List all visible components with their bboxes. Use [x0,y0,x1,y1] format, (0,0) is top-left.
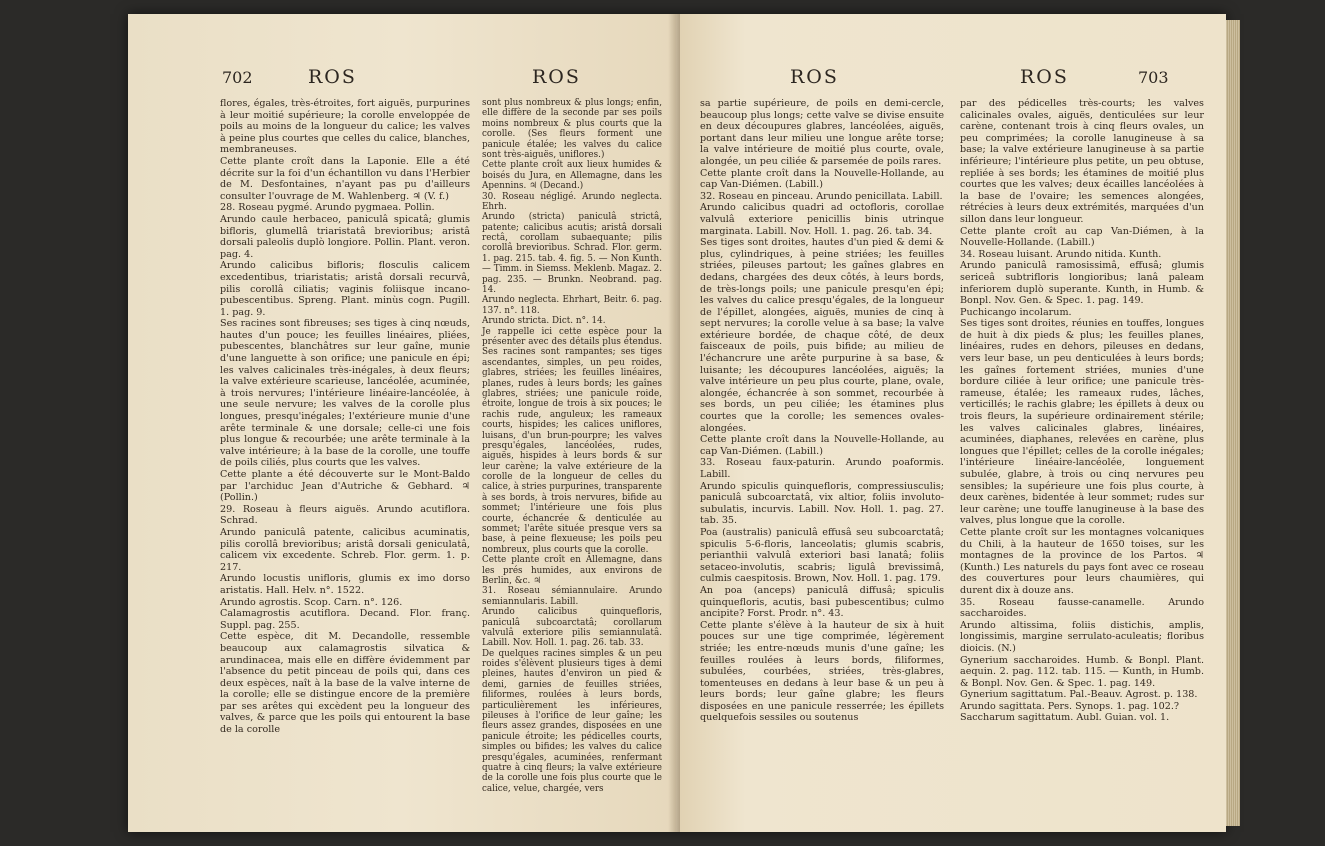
right-column-2: par des pédicelles très-courts; les valves calicinales ovales, aiguës, denticulées sur leur carène, contenant trois à cinq fleurs ovales, un peu comprimées; la corolle lanugineuse à sa base; la valve extérieure lanugineuse à sa partie inférieure; l'intérieure plus petite, un peu obtuse, repliée à ses bords; les étamines de moitié plus courtes que les valves; deux écailles lancéolées à la base de l'ovaire; les semences alongées, rétrécies à leurs deux extrémités, marquées d'un sillon dans leur longueur. Cette plante croît au cap Van-Diémen, à la Nouvelle-Hollande. (Labill.) 34. Roseau luisant. Arundo nitida. Kunth. Arundo paniculâ ramosissimâ, effusâ; glumis sericeâ subtrifloris longioribus; lanâ paleam inferiorem duplò superante. Kunth, in Humb. & Bonpl. Nov. Gen. & Spec. 1. pag. 149. Puchicango incolarum. Ses tiges sont droites, réunies en touffes, longues de huit à dix pieds & plus; les feuilles planes, linéaires, rudes en dehors, pileuses en dedans, vers leur base, un peu denticulées à leurs bords; les gaînes fortement striées, munies d'une bordure ciliée à leur orifice; une panicule très-rameuse, étalée; les rameaux rudes, lâches, verticillés; le rachis glabre; les épillets à deux ou trois fleurs, la supérieure ordinairement stérile; les valves calicinales glabres, linéaires, acuminées, diaphanes, relevées en carène, plus longues que l'épillet; celles de la corolle inégales; l'intérieure linéaire-lancéolée, longuement subulée, glabre, à trois ou cinq nervures peu sensibles; la supérieure une fois plus courte, à deux carènes, bidentée à leur sommet; rudes sur leur carène; une touffe lanugineuse à la base des valves, plus longue que la corolle. Cette plante croît sur les montagnes volcaniques du Chili, à la hauteur de 1650 toises, sur les montagnes de la province de los Partos. ♃ (Kunth.) Les naturels du pays font avec ce roseau des couvertures pour leurs chaumières, qui durent dix à douze ans. 35. Roseau fausse-canamelle. Arundo saccharoides. Arundo altissima, foliis distichis, amplis, longissimis, margine serrulato-aculeatis; floribus dioicis. (N.) Gynerium saccharoides. Humb. & Bonpl. Plant. aequin. 2. pag. 112. tab. 115. — Kunth, in Humb. & Bonpl. Nov. Gen. & Spec. 1. pag. 149. Gynerium sagittatum. Pal.-Beauv. Agrost. p. 138. Arundo sagittata. Pers. Synops. 1. pag. 102.? Saccharum sagittatum. Aubl. Guian. vol. 1. [960,98,1204,724]
left-head-word-2: ROS [532,66,581,88]
right-head-word-1: ROS [790,66,839,88]
right-page [680,14,1226,832]
right-page-number: 703 [1138,68,1169,87]
left-running-head [128,66,676,92]
right-column-1: sa partie supérieure, de poils en demi-cercle, beaucoup plus longs; cette valve se divise ensuite en deux découpures glabres, lancéolées, aiguës, portant dans leur milieu une longue arête torse; la valve intérieure de moitié plus courte, ovale, alongée, un peu ciliée & parsemée de poils rares. Cette plante croît dans la Nouvelle-Hollande, au cap Van-Diémen. (Labill.) 32. Roseau en pinceau. Arundo penicillata. Labill. Arundo calicibus quadri ad octofloris, corollae valvulâ exteriore penicillis binis utrinque marginata. Labill. Nov. Holl. 1. pag. 26. tab. 34. Ses tiges sont droites, hautes d'un pied & demi & plus, cylindriques, à peine striées; les feuilles striées, pileuses partout; les gaînes glabres en dedans, chargées des deux côtés, à leurs bords, de très-longs poils; une panicule presqu'en épi; les valves du calice presqu'égales, de la longueur de l'épillet, alongées, aiguës, munies de cinq à sept nervures; la corolle velue à sa base; la valve extérieure bordée, de chaque côté, de deux faisceaux de poils, puis bifide; au milieu de l'échancrure une arête purpurine à sa base, & luisante; les découpures lancéolées, aiguës; la valve intérieure un peu plus courte, plane, ovale, alongée, échancrée à son sommet, recourbée à ses bords, un peu ciliée; les étamines plus courtes que la corolle; les semences ovales-alongées. Cette plante croît dans la Nouvelle-Hollande, au cap Van-Diémen. (Labill.) 33. Roseau faux-paturin. Arundo poaformis. Labill. Arundo spiculis quinquefloris, compressiusculis; paniculâ subcoarctatâ, vix altior, foliis involuto-subulatis, incurvis. Labill. Nov. Holl. 1. pag. 27. tab. 35. Poa (australis) paniculâ effusâ seu subcoarctatâ; spiculis 5-6-floris, lanceolatis; glumis scabris, perianthii valvulâ exteriori basi lanatâ; foliis setaceo-involutis, scabris; ligulâ brevissimâ, culmis caespitosis. Brown, Nov. Holl. 1. pag. 179. An poa (anceps) paniculâ diffusâ; spiculis quinquefloris, acutis, basi pubescentibus; culmo ancipite? Forst. Prodr. n°. 43. Cette plante s'élève à la hauteur de six à huit pouces sur une tige comprimée, légèrement striée; les entre-nœuds munis d'une gaîne; les feuilles roulées à leurs bords, filiformes, subulées, courbées, striées, très-glabres, tomenteuses en dedans à leur base & un peu à leurs bords; leur gaîne glabre; les fleurs disposées en une panicule resserrée; les épillets quelquefois sessiles ou soutenus [700,98,944,724]
left-page-number: 702 [222,68,253,87]
right-running-head [680,66,1226,92]
left-column-1: flores, égales, très-étroites, fort aiguës, purpurines à leur moitié supérieure; la corolle enveloppée de poils au moins de la longueur du calice; les valves à peine plus courtes que celles du calice, blanches, membraneuses. Cette plante croît dans la Laponie. Elle a été décrite sur la foi d'un échantillon vu dans l'Herbier de M. Desfontaines, n'ayant pas pu d'ailleurs consulter l'ouvrage de M. Wahlenberg. ♃ (V. f.) 28. Roseau pygmé. Arundo pygmaea. Pollin. Arundo caule herbaceo, paniculâ spicatâ; glumis bifloris, glumellâ triaristatâ brevioribus; aristâ dorsali paleolis duplò longiore. Pollin. Plant. veron. pag. 4. Arundo calicibus bifloris; flosculis calicem excedentibus, triaristatis; aristâ dorsali recurvâ, pilis corollâ ciliatis; vaginis foliisque incano-pubescentibus. Spreng. Plant. minùs cogn. Pugill. 1. pag. 9. Ses racines sont fibreuses; ses tiges à cinq nœuds, hautes d'un pouce; les feuilles linéaires, pliées, pubescentes, blanchâtres sur leur gaîne, munie d'une languette à son orifice; une panicule en épi; les valves calicinales très-inégales, à deux fleurs; la valve extérieure scarieuse, lancéolée, acuminée, à trois nervures; l'intérieure linéaire-lancéolée, à une seule nervure; les valves de la corolle plus longues, presqu'inégales; l'extérieure munie d'une arête terminale & une dorsale; celle-ci une fois plus longue & recourbée; une arête terminale à la valve intérieure; à la base de la corolle, une touffe de poils ciliés, plus courts que les valves. Cette plante a été découverte sur le Mont-Baldo par l'archiduc Jean d'Autriche & Gebhard. ♃ (Pollin.) 29. Roseau à fleurs aiguës. Arundo acutiflora. Schrad. Arundo paniculâ patente, calicibus acuminatis, pilis corollâ brevioribus; aristâ dorsali geniculatâ, calicem vix excedente. Schreb. Flor. germ. 1. p. 217. Arundo locustis unifloris, glumis ex imo dorso aristatis. Hall. Helv. n°. 1522. Arundo agrostis. Scop. Carn. n°. 126. Calamagrostis acutiflora. Decand. Flor. franç. Suppl. pag. 255. Cette espèce, dit M. Decandolle, ressemble beaucoup aux calamagrostis silvatica & arundinacea, mais elle en diffère évidemment par l'absence du petit pinceau de poils qui, dans ces deux espèces, naît à la base de la valve interne de la corolle; elle se distingue encore de la première par ses arêtes qui excèdent peu la longueur des valves, & parce que les poils qui entourent la base de la corolle [220,98,470,736]
open-book [128,14,1226,832]
left-head-word-1: ROS [308,66,357,88]
right-head-word-2: ROS [1020,66,1069,88]
left-column-2: sont plus nombreux & plus longs; enfin, elle diffère de la seconde par ses poils moins nombreux & plus courts que la corolle. (Ses fleurs forment une panicule étalée; les valves du calice sont très-aiguës, uniflores.) Cette plante croît aux lieux humides & boisés du Jura, en Allemagne, dans les Apennins. ♃ (Decand.) 30. Roseau négligé. Arundo neglecta. Ehrh. Arundo (stricta) paniculâ strictâ, patente; calicibus acutis; aristâ dorsali rectâ, corollam subaequante; pilis corollâ brevioribus. Schrad. Flor. germ. 1. pag. 215. tab. 4. fig. 5. — Non Kunth. — Timm. in Siemss. Meklenb. Magaz. 2. pag. 235. — Brunkn. Neobrand. pag. 14. Arundo neglecta. Ehrhart, Beitr. 6. pag. 137. n°. 118. Arundo stricta. Dict. n°. 14. Je rappelle ici cette espèce pour la présenter avec des détails plus étendus. Ses racines sont rampantes; ses tiges ascendantes, simples, un peu roides, glabres, striées; les feuilles linéaires, planes, rudes à leurs bords; les gaînes glabres, striées; une panicule roide, étroite, longue de trois à six pouces; le rachis rude, anguleux; les rameaux courts, hispides; les calices uniflores, luisans, d'un brun-pourpre; les valves presqu'égales, lancéolées, rudes, aiguës, hispides à leurs bords & sur leur carène; la valve extérieure de la corolle de la longueur de celles du calice, à stries purpurines, transparente à ses bords, à trois nervures, bifide au sommet; l'intérieure une fois plus courte, échancrée & denticulée au sommet; l'arête située presque vers sa base, à peine flexueuse; les poils peu nombreux, plus courts que la corolle. Cette plante croît en Allemagne, dans les prés humides, aux environs de Berlin, &c. ♃ 31. Roseau sémiannulaire. Arundo semiannularis. Labill. Arundo calicibus quinquefloris, paniculâ subcoarctatâ; corollarum valvulâ exteriore pilis semiannulatâ. Labill. Nov. Holl. 1. pag. 26. tab. 33. De quelques racines simples & un peu roides s'élèvent plusieurs tiges à demi pleines, hautes d'environ un pied & demi, garnies de feuilles striées, filiformes, roulées à leurs bords, particulièrement les inférieures, pileuses à l'orifice de leur gaîne; les fleurs assez grandes, disposées en une panicule étroite; les pédicelles courts, simples ou bifides; les valves du calice presqu'égales, acuminées, renfermant quatre à cinq fleurs; la valve extérieure de la corolle une fois plus courte que le calice, velue, chargée, vers [482,98,662,794]
page-edges [1226,20,1240,826]
left-page [128,14,676,832]
